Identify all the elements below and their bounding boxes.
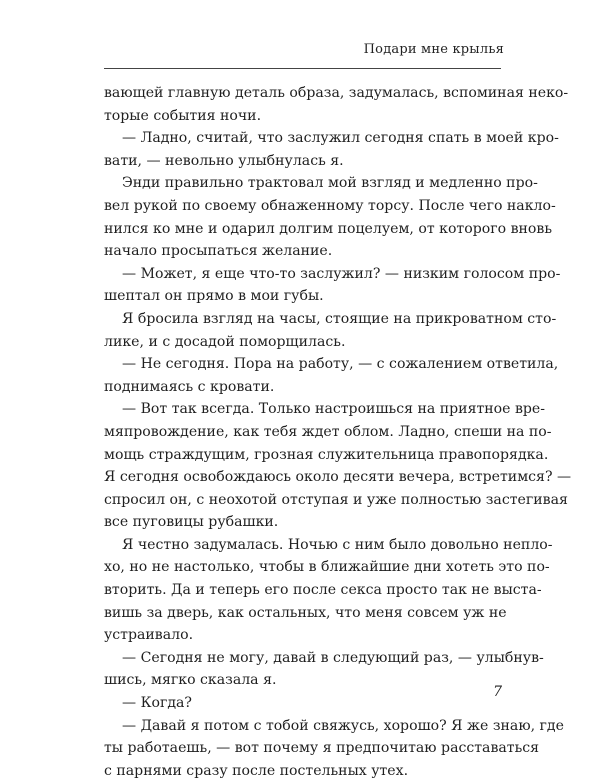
page-number: 7 xyxy=(493,684,502,700)
text-line: — Вот так всегда. Только настроишься на приятное вре- xyxy=(122,401,546,418)
text-line: спросил он, с неохотой отступая и уже полностью застегивая xyxy=(104,491,568,508)
text-line: начало просыпаться желание. xyxy=(104,243,333,260)
text-line: — Может, я еще что-то заслужил? — низким голосом про- xyxy=(122,265,561,282)
text-line: устраивало. xyxy=(104,627,194,644)
text-line: — Давай я потом с тобой свяжусь, хорошо? Я же знаю, где xyxy=(122,717,564,734)
text-line: шептал он прямо в мои губы. xyxy=(104,288,324,305)
body-text xyxy=(104,82,572,782)
text-line: Я честно задумалась. Ночью с ним было довольно непло- xyxy=(122,536,553,553)
text-line: мощь страждущим, грозная служительница правопорядка. xyxy=(104,446,549,463)
text-line: торые события ночи. xyxy=(104,107,262,124)
text-line: вающей главную деталь образа, задумалась, вспоминая неко- xyxy=(104,85,569,101)
text-line: мяпровождение, как тебя ждет облом. Ладно, спеши на по- xyxy=(104,423,552,440)
text-line: — Ладно, считай, что заслужил сегодня спать в моей кро- xyxy=(122,130,559,147)
text-line: Энди правильно трактовал мой взгляд и медленно про- xyxy=(122,175,538,192)
text-line: Я бросила взгляд на часы, стоящие на прикроватном сто- xyxy=(122,310,557,327)
text-line: — Когда? xyxy=(122,695,192,712)
text-line: с парнями сразу после постельных утех. xyxy=(104,762,409,779)
text-line: поднимаясь с кровати. xyxy=(104,378,275,395)
text-line: — Сегодня не могу, давай в следующий раз, — улыбнув- xyxy=(122,649,544,666)
text-line: Я сегодня освобождаюсь около десяти вечера, встретимся? — xyxy=(104,469,572,486)
header-rule xyxy=(104,68,501,69)
text-line: вел рукой по своему обнаженному торсу. После чего накло- xyxy=(104,197,556,214)
text-line: хо, но не настолько, чтобы в ближайшие дни хотеть это по- xyxy=(104,559,550,576)
text-line: лике, и с досадой поморщилась. xyxy=(104,333,346,350)
text-line: ты работаешь, — вот почему я предпочитаю расставаться xyxy=(104,740,540,757)
running-header: Подари мне крылья xyxy=(363,42,504,57)
text-line: все пуговицы рубашки. xyxy=(104,514,279,531)
text-line: шись, мягко сказала я. xyxy=(104,672,277,689)
text-line: вторить. Да и теперь его после секса просто так не выста- xyxy=(104,582,542,599)
text-line: нился ко мне и одарил долгим поцелуем, от которого вновь xyxy=(104,220,552,237)
text-line: — Не сегодня. Пора на работу, — с сожалением ответила, xyxy=(122,356,559,373)
text-line: вати, — невольно улыбнулась я. xyxy=(104,152,344,169)
text-line: вишь за дверь, как остальных, что меня совсем уж не xyxy=(104,604,507,621)
